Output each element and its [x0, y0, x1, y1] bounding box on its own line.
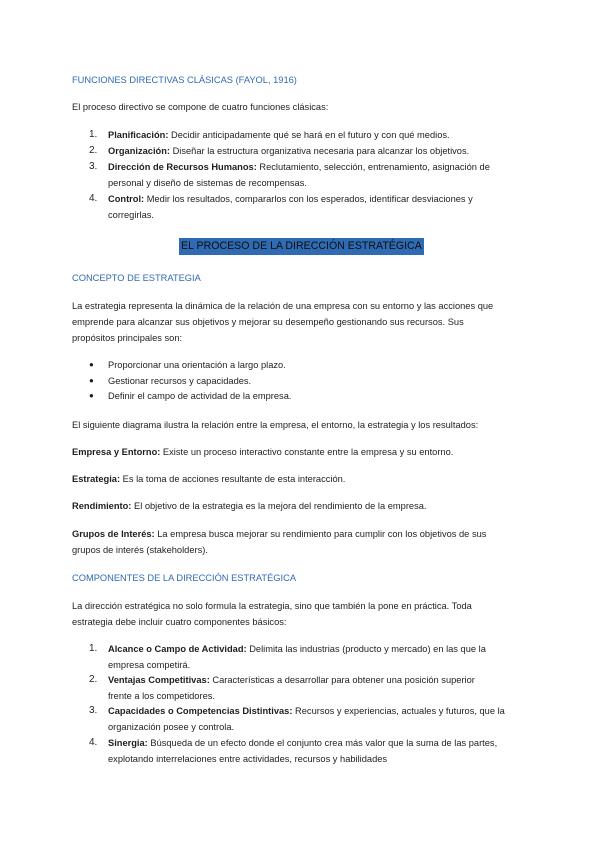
- list-text: Medir los resultados, compararlos con los esperados, identificar desviaciones y: [144, 194, 473, 204]
- definition-text: El objetivo de la estrategia es la mejora del rendimiento de la empresa.: [131, 501, 427, 511]
- definition-text: Es la toma de acciones resultante de esta interacción.: [120, 474, 346, 484]
- definition-term: Rendimiento:: [72, 501, 132, 511]
- list-text: Reclutamiento, selección, entrenamiento, asignación de: [256, 162, 490, 172]
- list-text-continued: corregirlas.: [108, 210, 154, 220]
- definition: [72, 471, 345, 487]
- section-heading-fayol: FUNCIONES DIRECTIVAS CLÁSICAS (FAYOL, 1916): [72, 75, 297, 85]
- definition-term: Empresa y Entorno:: [72, 447, 161, 457]
- list-text-continued: personal y diseño de sistemas de recompensas.: [108, 178, 307, 188]
- paragraph-line: emprende para alcanzar sus objetivos y mejorar su desempeño gestionando sus recursos. Sus: [72, 317, 464, 327]
- bullet-icon: ●: [89, 391, 94, 400]
- list-number: 2.: [89, 674, 98, 685]
- definition-text: La empresa busca mejorar su rendimiento para cumplir con los objetivos de sus: [154, 529, 487, 539]
- list-item: Definir el campo de actividad de la empresa.: [108, 391, 292, 401]
- definition-text-continued: grupos de interés (stakeholders).: [72, 545, 208, 555]
- list-term: Control:: [108, 194, 145, 204]
- list-text: Recursos y experiencias, actuales y futuros, que la: [292, 706, 505, 716]
- definition-term: Estrategia:: [72, 474, 121, 484]
- list-text-continued: empresa competirá.: [108, 660, 191, 670]
- definition-term: Grupos de Interés:: [72, 529, 155, 539]
- definition: [72, 498, 427, 514]
- bullet-icon: ●: [89, 360, 94, 369]
- section-heading-componentes: COMPONENTES DE LA DIRECCIÓN ESTRATÉGICA: [72, 573, 297, 583]
- paragraph-line: La estrategia representa la dinámica de la relación de una empresa con su entorno y las acciones que: [72, 301, 494, 311]
- definition: [72, 526, 486, 542]
- list-number: 4.: [89, 193, 98, 204]
- list-text-continued: explotando interrelaciones entre actividades, recursos y habilidades: [108, 754, 388, 764]
- bullet-icon: ●: [89, 376, 94, 385]
- main-title: EL PROCESO DE LA DIRECCIÓN ESTRATÉGICA: [179, 238, 424, 255]
- list-number: 3.: [89, 705, 98, 716]
- section-heading-concepto: CONCEPTO DE ESTRATEGIA: [72, 273, 201, 283]
- list-term: Sinergia:: [108, 738, 148, 748]
- list-term: Planificación:: [108, 130, 169, 140]
- paragraph-line: La dirección estratégica no solo formula la estrategia, sino que también la pone en práctica. Toda: [72, 601, 472, 611]
- list-text: Decidir anticipadamente qué se hará en el futuro y con qué medios.: [168, 130, 450, 140]
- list-item: Proporcionar una orientación a largo plazo.: [108, 360, 286, 370]
- list-number: 2.: [89, 145, 98, 156]
- paragraph-line: estrategia debe incluir cuatro componentes básicos:: [72, 617, 287, 627]
- definition-text: Existe un proceso interactivo constante entre la empresa y su entorno.: [160, 447, 454, 457]
- paragraph-line: propósitos principales son:: [72, 333, 183, 343]
- list-text-continued: organización posee y controla.: [108, 722, 235, 732]
- list-text: Delimita las industrias (producto y mercado) en las que la: [246, 644, 486, 654]
- list-term: Ventajas Competitivas:: [108, 675, 210, 685]
- list-number: 1.: [89, 129, 98, 140]
- list-item: Gestionar recursos y capacidades.: [108, 376, 252, 386]
- list-term: Organización:: [108, 146, 170, 156]
- list-text: Búsqueda de un efecto donde el conjunto crea más valor que la suma de las partes,: [147, 738, 498, 748]
- section-intro: El proceso directivo se compone de cuatro funciones clásicas:: [72, 102, 329, 112]
- list-term: Dirección de Recursos Humanos:: [108, 162, 257, 172]
- list-term: Alcance o Campo de Actividad:: [108, 644, 247, 654]
- definition: [72, 444, 453, 460]
- list-number: 4.: [89, 737, 98, 748]
- diagram-intro: El siguiente diagrama ilustra la relación entre la empresa, el entorno, la estrategia y los resultados:: [72, 420, 479, 430]
- list-number: 1.: [89, 643, 98, 654]
- list-text: Características a desarrollar para obtener una posición superior: [209, 675, 475, 685]
- list-term: Capacidades o Competencias Distintivas:: [108, 706, 293, 716]
- list-text: Diseñar la estructura organizativa necesaria para alcanzar los objetivos.: [170, 146, 470, 156]
- list-text-continued: frente a los competidores.: [108, 691, 215, 701]
- list-number: 3.: [89, 161, 98, 172]
